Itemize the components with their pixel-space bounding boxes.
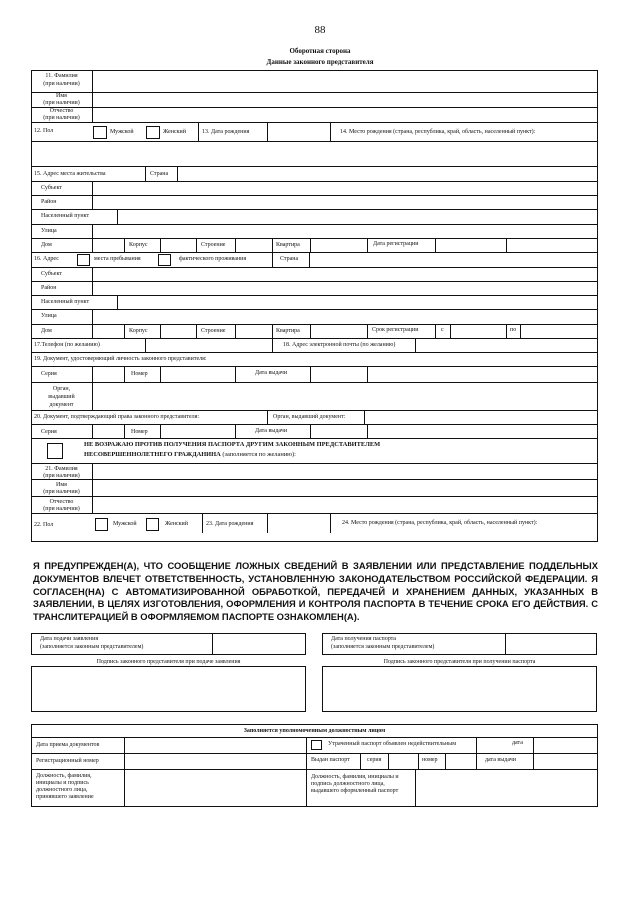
issuer-line-2: выдавший — [48, 394, 75, 400]
old-passport-invalid-checkbox[interactable] — [311, 740, 322, 750]
country2-label: Страна — [280, 256, 299, 262]
street2-label: Улица — [41, 313, 57, 319]
birth-place2-label: 24. Место рождения (страна, республика, край, область, населенный пункт): — [342, 520, 538, 526]
signature-filing-box[interactable] — [31, 666, 306, 712]
female2-label: Женский — [165, 521, 188, 527]
receipt-date-note: (заполняется законным представителем) — [331, 644, 435, 650]
old-passport-invalid-label: Утраченный паспорт объявлен недействительным — [328, 741, 456, 747]
name2-note: (при наличии) — [43, 489, 80, 495]
birth-place-label: 14. Место рождения (страна, республика, край, область, населенный пункт): — [340, 129, 536, 135]
issued-by-field[interactable] — [416, 770, 597, 806]
surname-field[interactable] — [93, 71, 597, 92]
street-label: Улица — [41, 228, 57, 234]
issuer-line-3: документ — [49, 402, 74, 408]
name-note: (при наличии) — [43, 100, 80, 106]
issue-date-label: Дата выдачи — [255, 370, 288, 376]
issue-date2-label: Дата выдачи — [255, 428, 288, 434]
series-label: Серия — [41, 371, 57, 377]
consent-line-1: НЕ ВОЗРАЖАЮ ПРОТИВ ПОЛУЧЕНИЯ ПАСПОРТА ДРУГИМ ЗАКОННЫМ ПРЕДСТАВИТЕЛЕМ — [84, 441, 381, 448]
issuer-line-1: Орган, — [52, 386, 71, 392]
phone-label: 17.Телефон (по желанию) — [34, 342, 100, 348]
reg-term-label: Срок регистрации — [372, 327, 419, 333]
signature-receipt-label: Подпись законного представителя при получении паспорта — [383, 659, 536, 665]
email-field[interactable] — [416, 339, 597, 352]
actual-residence-label: фактического проживания — [179, 256, 247, 262]
consent-line-2 — [84, 451, 296, 458]
email-label: 18. Адрес электронной почты (по желанию) — [283, 342, 396, 348]
country-field[interactable] — [178, 167, 597, 181]
surname2-label: 21. Фамилия — [45, 466, 78, 472]
passport-issue-date-label: дата выдачи — [485, 757, 516, 763]
birth-date-field[interactable] — [268, 123, 330, 140]
consent-note: (заполняется по желанию): — [222, 451, 296, 458]
female-checkbox[interactable] — [146, 126, 160, 139]
district-label: Район — [41, 199, 57, 205]
apartment-label: Квартира — [276, 242, 300, 248]
accept-date-field[interactable] — [125, 738, 305, 753]
accepted-by-line-4: принявшего заявление — [36, 794, 94, 800]
house2-label: Дом — [41, 328, 52, 334]
reg-date-label: Дата регистрации — [373, 241, 419, 247]
birth-date2-label: 23. Дата рождения — [206, 521, 254, 527]
actual-residence-checkbox[interactable] — [158, 254, 171, 266]
structure2-label: Строение — [201, 328, 226, 334]
patronymic-field[interactable] — [93, 108, 597, 122]
warning-statement: Я ПРЕДУПРЕЖДЕН(А), ЧТО СООБЩЕНИЕ ЛОЖНЫХ СВЕДЕНИЙ В ЗАЯВЛЕНИИ ИЛИ ПРЕДСТАВЛЕНИЕ ПОДДЕЛЬНЫХ ДОКУМЕНТОВ ВЛЕЧЕТ ОТВЕТСТВЕННОСТЬ, УСТАНОВЛЕННУЮ ЗАКОНОДАТЕЛЬСТВОМ РОССИЙСКОЙ ФЕДЕРАЦИИ. Я СОГЛАСЕН(НА) С АВТОМАТИЗИРОВАННОЙ ОБРАБОТКОЙ, ПЕРЕДАЧЕЙ И ХРАНЕНИЕМ ДАННЫХ, УКАЗАННЫХ В ЗАЯВЛЕНИИ, В ЦЕЛЯХ ИЗГОТОВЛЕНИЯ, ОФОРМЛЕНИЯ И КОНТРОЛЯ ПАСПОРТА В ТЕЧЕНИЕ СРОКА ЕГО ДЕЙСТВИЯ. С ТРАНСЛИТЕРАЦИЕЙ В ОФОРМЛЯЕМОМ ПАСПОРТЕ ОЗНАКОМЛЕН(А). — [33, 560, 598, 623]
male2-label: Мужской — [113, 521, 137, 527]
from-label: с — [441, 327, 444, 333]
male-label: Мужской — [110, 129, 134, 135]
id-doc-label: 19. Документ, удостоверяющий личность законного представителя: — [34, 356, 207, 362]
subject2-label: Субъект — [41, 271, 62, 277]
number2-label: Номер — [131, 429, 148, 435]
accepted-by-line-3: должностного лица, — [36, 787, 88, 793]
to-label: по — [510, 327, 517, 333]
issuer-field[interactable] — [93, 383, 597, 410]
name2-field[interactable] — [93, 480, 597, 496]
address-16-label: 16. Адрес — [34, 256, 59, 262]
signature-filing-label: Подпись законного представителя при подаче заявления — [96, 659, 241, 665]
structure-label: Строение — [201, 242, 226, 248]
name-field[interactable] — [93, 93, 597, 107]
page-subtitle: Данные законного представителя — [266, 58, 374, 66]
filing-date-field[interactable] — [213, 634, 305, 654]
house-label: Дом — [41, 242, 52, 248]
female-label: Женский — [163, 129, 186, 135]
surname2-note: (при наличии) — [43, 473, 80, 479]
country-label: Страна — [150, 171, 169, 177]
locality-field[interactable] — [118, 210, 597, 224]
locality2-label: Населенный пункт — [41, 299, 90, 305]
receipt-date-label: Дата получения паспорта — [331, 636, 396, 642]
birth-date-label: 13. Дата рождения — [202, 129, 250, 135]
page-title: Оборотная сторона — [289, 47, 351, 55]
stay-place-checkbox[interactable] — [77, 254, 90, 266]
patronymic2-note: (при наличии) — [43, 506, 80, 512]
subject-field[interactable] — [93, 182, 597, 195]
consent-checkbox[interactable] — [47, 443, 63, 459]
signature-receipt-box[interactable] — [322, 666, 597, 712]
passport-number-label: номер — [422, 757, 438, 763]
surname-note: (при наличии) — [43, 81, 80, 87]
male-checkbox[interactable] — [93, 126, 107, 139]
issued-by-line-1: Должность, фамилия, инициалы и — [311, 774, 399, 780]
country2-field[interactable] — [310, 253, 597, 267]
issued-by-line-2: подпись должностного лица, — [311, 781, 385, 787]
locality-label: Населенный пункт — [41, 213, 90, 219]
accepted-by-field[interactable] — [125, 770, 305, 806]
district-field[interactable] — [93, 196, 597, 209]
name-label: Имя — [56, 93, 67, 99]
patronymic2-label: Отчество — [49, 499, 74, 505]
reg-number-field[interactable] — [125, 754, 305, 769]
patronymic2-field[interactable] — [93, 497, 597, 513]
accepted-by-line-1: Должность, фамилия, — [36, 773, 92, 779]
accept-date-label: Дата приема документов — [36, 742, 100, 748]
street-field[interactable] — [93, 225, 597, 238]
issuer-doc-label: Орган, выдавший документ: — [273, 414, 346, 420]
accepted-by-line-2: инициалы и подпись — [36, 780, 89, 786]
consent-line-2-text: НЕСОВЕРШЕННОЛЕТНЕГО ГРАЖДАНИНА — [84, 451, 221, 458]
stay-place-label: места пребывания — [94, 256, 141, 262]
receipt-date-field[interactable] — [506, 634, 596, 654]
district2-label: Район — [41, 285, 57, 291]
residence-address-label: 15. Адрес места жительства — [34, 171, 106, 177]
building2-label: Корпус — [129, 328, 148, 334]
reg-number-label: Регистрационный номер — [36, 758, 99, 764]
gender-label: 12. Пол — [34, 128, 54, 134]
gender2-label: 22. Пол — [34, 522, 54, 528]
birth-place-field[interactable] — [32, 142, 597, 166]
issued-passport-label: Выдан паспорт — [311, 757, 350, 763]
issued-by-line-3: выдавшего оформленный паспорт — [311, 788, 399, 794]
subject-label: Субъект — [41, 185, 62, 191]
official-header: Заполняется уполномоченным должностным лицом — [243, 728, 386, 734]
page-number: 88 — [314, 24, 326, 36]
surname2-field[interactable] — [93, 464, 597, 479]
filing-date-note: (заполняется законным представителем) — [40, 644, 144, 650]
number-label: Номер — [131, 371, 148, 377]
filing-date-label: Дата подачи заявления — [40, 636, 99, 642]
passport-series-label: серия — [367, 757, 382, 763]
old-passport-date-label: дата — [512, 740, 523, 746]
patronymic-label: Отчество — [49, 108, 74, 114]
patronymic-note: (при наличии) — [43, 115, 80, 121]
building-label: Корпус — [129, 242, 148, 248]
apartment2-label: Квартира — [276, 328, 300, 334]
name2-label: Имя — [56, 482, 67, 488]
surname-label: 11. Фамилия — [45, 73, 78, 79]
rights-doc-label: 20. Документ, подтверждающий права законного представителя: — [34, 414, 200, 420]
series2-label: Серия — [41, 429, 57, 435]
male2-checkbox[interactable] — [95, 518, 108, 531]
female2-checkbox[interactable] — [146, 518, 159, 531]
phone-field[interactable] — [146, 339, 271, 352]
